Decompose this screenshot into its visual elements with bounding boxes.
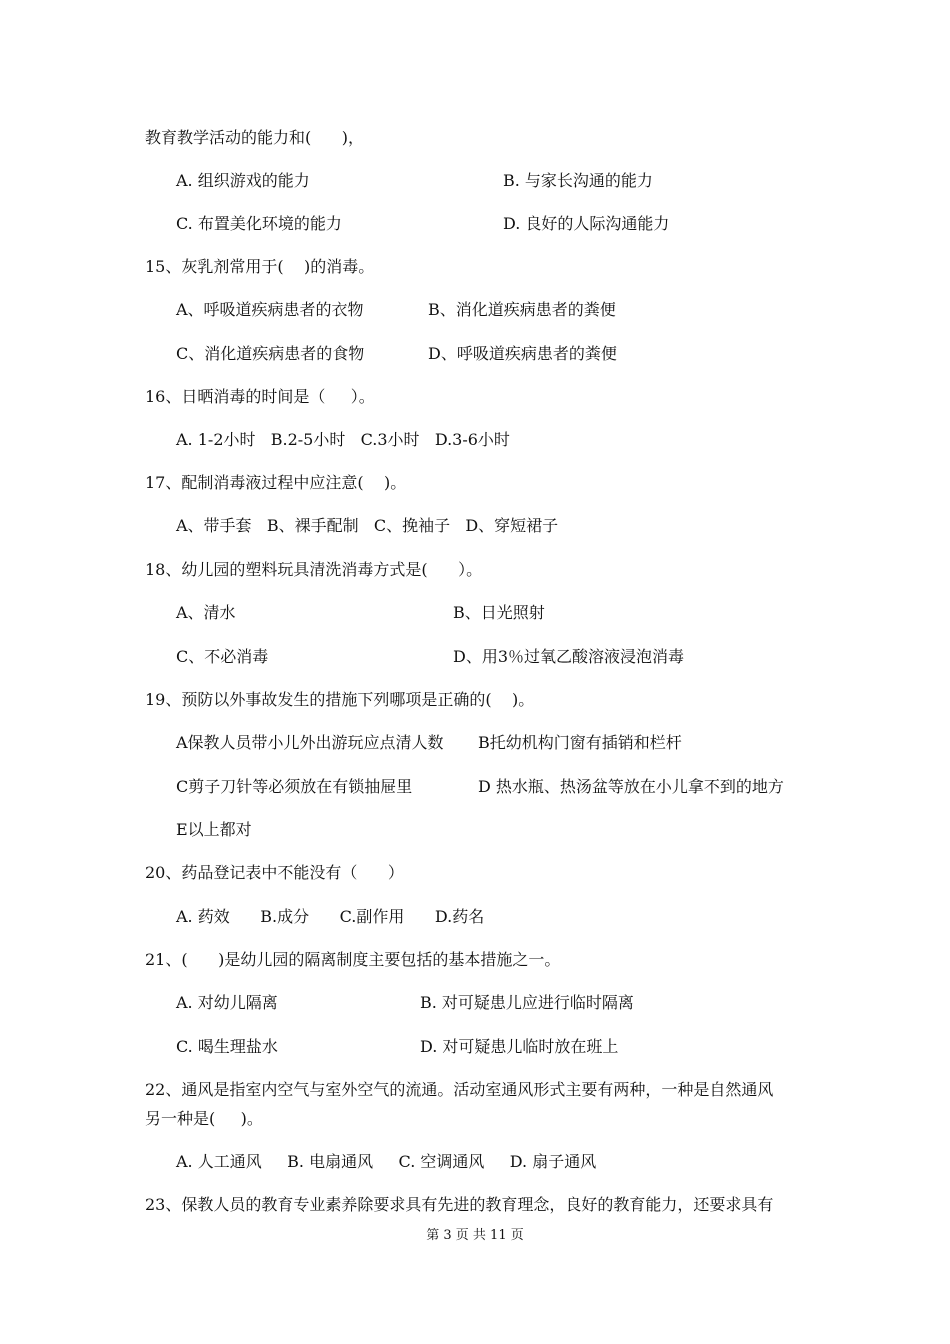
q14-option-d: D. 良好的人际沟通能力 <box>503 214 670 233</box>
q21-option-c: C. 喝生理盐水 <box>176 1037 278 1056</box>
page-footer: 第 3 页 共 11 页 <box>426 1228 524 1243</box>
q19-option-c: C剪子刀针等必须放在有锁抽屉里 <box>176 777 413 796</box>
q18-option-a: A、清水 <box>176 603 236 622</box>
q20-stem: 20、药品登记表中不能没有（ ） <box>145 863 404 882</box>
q19-option-e: E以上都对 <box>176 820 252 839</box>
q15-option-d: D、呼吸道疾病患者的粪便 <box>428 344 617 363</box>
q15-stem: 15、灰乳剂常用于( )的消毒。 <box>145 257 375 276</box>
q19-option-d: D 热水瓶、热汤盆等放在小儿拿不到的地方 <box>478 777 784 796</box>
q16-options: A. 1-2小时 B.2-5小时 C.3小时 D.3-6小时 <box>176 430 510 449</box>
q18-option-d: D、用3％过氧乙酸溶液浸泡消毒 <box>453 647 685 666</box>
q21-option-a: A. 对幼儿隔离 <box>176 993 278 1012</box>
q22-stem-line1: 22、通风是指室内空气与室外空气的流通。活动室通风形式主要有两种，一种是自然通风 <box>145 1080 774 1099</box>
q18-option-c: C、不必消毒 <box>176 647 269 666</box>
q22-stem-line2: 另一种是( )。 <box>145 1109 263 1128</box>
q15-option-a: A、呼吸道疾病患者的衣物 <box>176 300 364 319</box>
q21-option-d: D. 对可疑患儿临时放在班上 <box>420 1037 619 1056</box>
q14-option-b: B. 与家长沟通的能力 <box>503 171 653 190</box>
q22-options: A. 人工通风 B. 电扇通风 C. 空调通风 D. 扇子通风 <box>176 1152 597 1171</box>
q17-stem: 17、配制消毒液过程中应注意( )。 <box>145 473 407 492</box>
q14-option-a: A. 组织游戏的能力 <box>176 171 310 190</box>
q19-option-a: A保教人员带小儿外出游玩应点清人数 <box>176 733 444 752</box>
q14-option-c: C. 布置美化环境的能力 <box>176 214 342 233</box>
q21-stem: 21、( )是幼儿园的隔离制度主要包括的基本措施之一。 <box>145 950 561 969</box>
q19-stem: 19、预防以外事故发生的措施下列哪项是正确的( )。 <box>145 690 535 709</box>
q18-option-b: B、日光照射 <box>453 603 545 622</box>
q19-option-b: B托幼机构门窗有插销和栏杆 <box>478 733 682 752</box>
q18-stem: 18、幼儿园的塑料玩具清洗消毒方式是( ）。 <box>145 560 483 579</box>
q15-option-c: C、消化道疾病患者的食物 <box>176 344 365 363</box>
q21-option-b: B. 对可疑患儿应进行临时隔离 <box>420 993 634 1012</box>
q14-continuation: 教育教学活动的能力和( )， <box>145 128 365 147</box>
q17-options: A、带手套 B、裸手配制 C、挽袖子 D、穿短裙子 <box>176 516 559 535</box>
q15-option-b: B、消化道疾病患者的粪便 <box>428 300 616 319</box>
q16-stem: 16、日晒消毒的时间是（ ）。 <box>145 387 375 406</box>
q20-options: A. 药效 B.成分 C.副作用 D.药名 <box>176 907 485 926</box>
q23-stem-line1: 23、保教人员的教育专业素养除要求具有先进的教育理念，良好的教育能力，还要求具有 <box>145 1195 774 1214</box>
